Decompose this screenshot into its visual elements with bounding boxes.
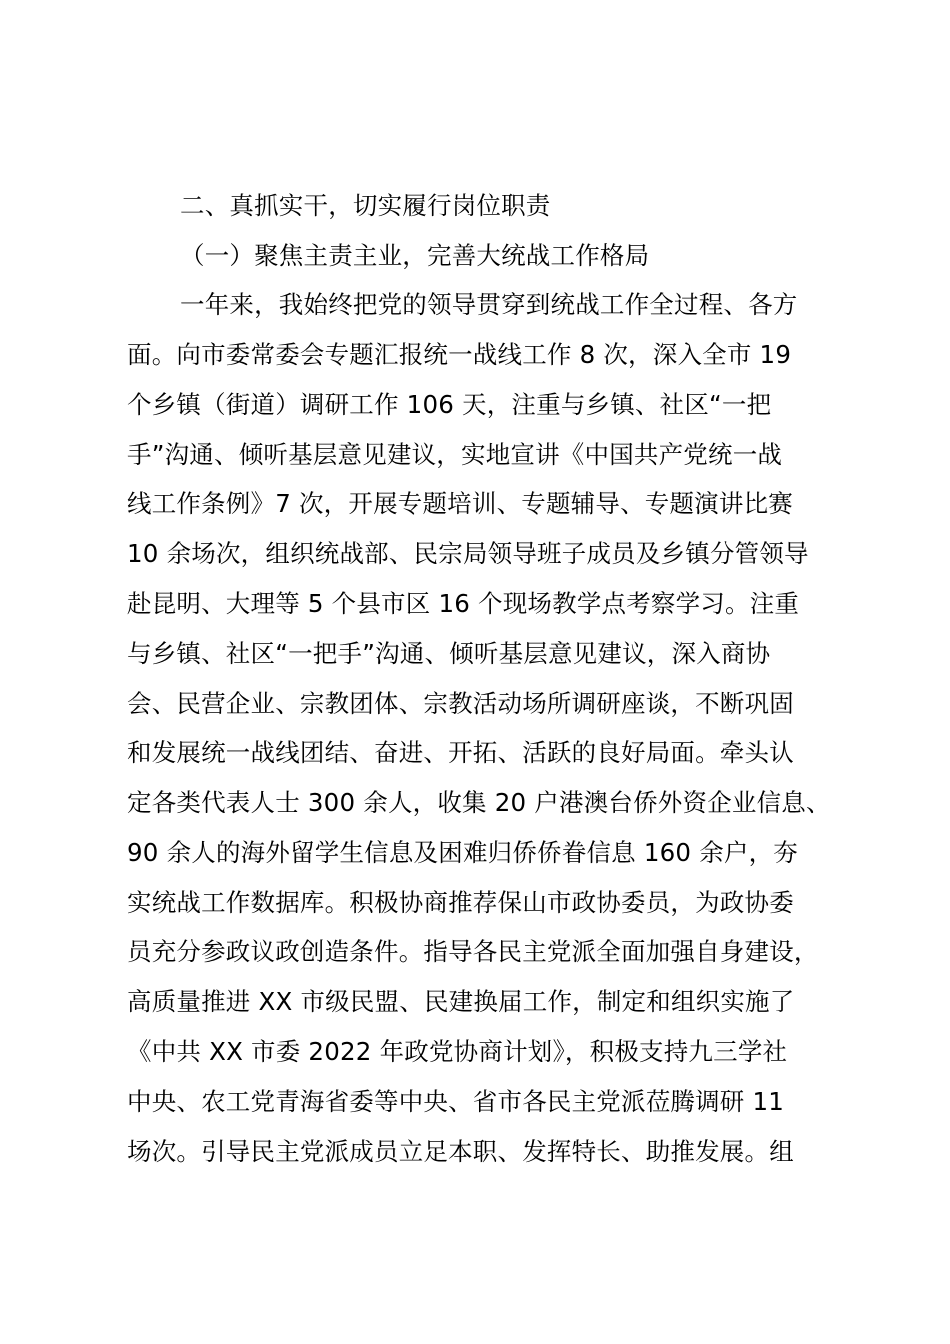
body-line: 线工作条例》7 次，开展专题培训、专题辅导、专题演讲比赛: [127, 489, 793, 518]
body-line: 一年来，我始终把党的领导贯穿到统战工作全过程、各方: [180, 290, 798, 319]
body-line: 实统战工作数据库。积极协商推荐保山市政协委员，为政协委: [127, 888, 794, 917]
body-line: 《中共 XX 市委 2022 年政党协商计划》，积极支持九三学社: [127, 1037, 788, 1066]
body-line: 90 余人的海外留学生信息及困难归侨侨眷信息 160 余户，夯: [127, 838, 798, 867]
body-line: 面。向市委常委会专题汇报统一战线工作 8 次，深入全市 19: [127, 340, 792, 369]
body-line: 个乡镇（街道）调研工作 106 天，注重与乡镇、社区“一把: [127, 390, 772, 419]
body-line: 和发展统一战线团结、奋进、开拓、活跃的良好局面。牵头认: [127, 738, 794, 767]
body-line: 会、民营企业、宗教团体、宗教活动场所调研座谈，不断巩固: [127, 689, 794, 718]
subsection-heading: （一）聚焦主责主业，完善大统战工作格局: [180, 241, 650, 270]
body-line: 场次。引导民主党派成员立足本职、发挥特长、助推发展。组: [127, 1137, 794, 1166]
body-line: 赴昆明、大理等 5 个县市区 16 个现场教学点考察学习。注重: [127, 589, 800, 618]
body-line: 定各类代表人士 300 余人，收集 20 户港澳台侨外资企业信息、: [127, 788, 831, 817]
body-line: 10 余场次，组织统战部、民宗局领导班子成员及乡镇分管领导: [127, 539, 809, 568]
body-line: 高质量推进 XX 市级民盟、民建换届工作，制定和组织实施了: [127, 987, 795, 1016]
section-heading: 二、真抓实干，切实履行岗位职责: [180, 191, 551, 220]
body-line: 中央、农工党青海省委等中央、省市各民主党派莅腾调研 11: [127, 1087, 785, 1116]
body-line: 手”沟通、倾听基层意见建议，实地宣讲《中国共产党统一战: [127, 440, 783, 469]
body-line: 员充分参政议政创造条件。指导各民主党派全面加强自身建设，: [127, 937, 819, 966]
body-line: 与乡镇、社区“一把手”沟通、倾听基层意见建议，深入商协: [127, 639, 771, 668]
